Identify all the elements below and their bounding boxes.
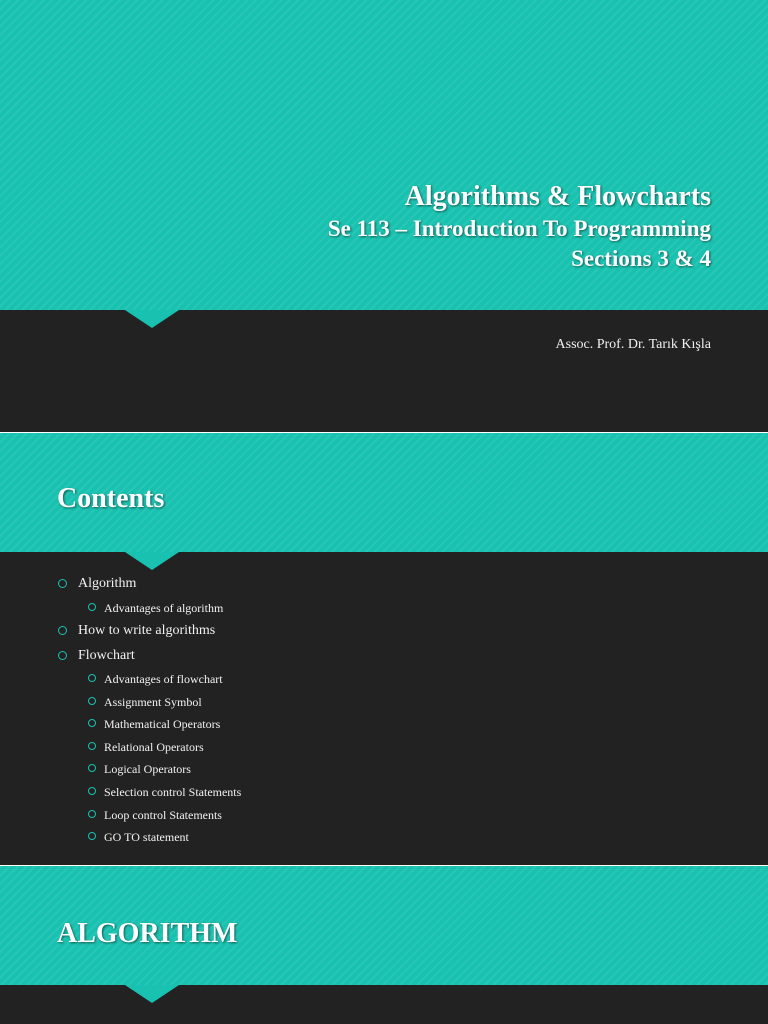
band-notch [125,310,179,328]
circle-bullet-icon [88,787,96,795]
circle-bullet-icon [88,764,96,772]
contents-item-label: Logical Operators [104,762,191,777]
body-band [0,985,768,1024]
circle-bullet-icon [88,697,96,705]
contents-item [57,713,241,736]
contents-title: Contents [57,483,165,514]
title-slide [0,0,768,432]
contents-item-label: Advantages of flowchart [104,672,223,687]
band-notch [125,552,179,570]
contents-item-label: Algorithm [78,576,137,591]
contents-item [57,804,241,827]
contents-item-label: Loop control Statements [104,807,222,822]
contents-item [57,668,241,691]
circle-bullet-icon [58,626,67,635]
contents-item [57,691,241,714]
circle-bullet-icon [88,674,96,682]
contents-item-label: Mathematical Operators [104,717,221,732]
footer-band [0,310,768,432]
contents-item [57,781,241,804]
contents-item [57,572,241,597]
contents-item-label: How to write algorithms [78,623,216,639]
slide-subtitle-line-1: Se 113 – Introduction To Programming [327,216,711,241]
contents-item-label: Selection control Statements [104,785,242,800]
contents-item-label: GO TO statement [104,830,189,845]
author-name: Assoc. Prof. Dr. Tarık Kışla [555,337,711,352]
algorithm-title: ALGORITHM [57,918,238,949]
contents-item [57,758,241,781]
circle-bullet-icon [58,651,67,660]
slide-subtitle-line-2: Sections 3 & 4 [571,246,711,271]
contents-item [57,826,241,849]
contents-item [57,619,241,644]
contents-item-label: Assignment Symbol [104,694,202,709]
circle-bullet-icon [88,810,96,818]
circle-bullet-icon [88,719,96,727]
title-block [328,180,711,274]
contents-item [57,644,241,669]
slide-title: Algorithms & Flowcharts [404,181,711,212]
contents-item [57,736,241,759]
band-notch [125,985,179,1003]
contents-list [57,572,241,849]
contents-item-label: Relational Operators [104,739,204,754]
circle-bullet-icon [88,603,96,611]
algorithm-slide [0,866,768,1024]
circle-bullet-icon [58,579,67,588]
circle-bullet-icon [88,832,96,840]
contents-item-label: Advantages of algorithm [104,600,224,615]
contents-slide [0,433,768,865]
contents-item [57,597,241,620]
contents-item-label: Flowchart [78,647,135,663]
circle-bullet-icon [88,742,96,750]
